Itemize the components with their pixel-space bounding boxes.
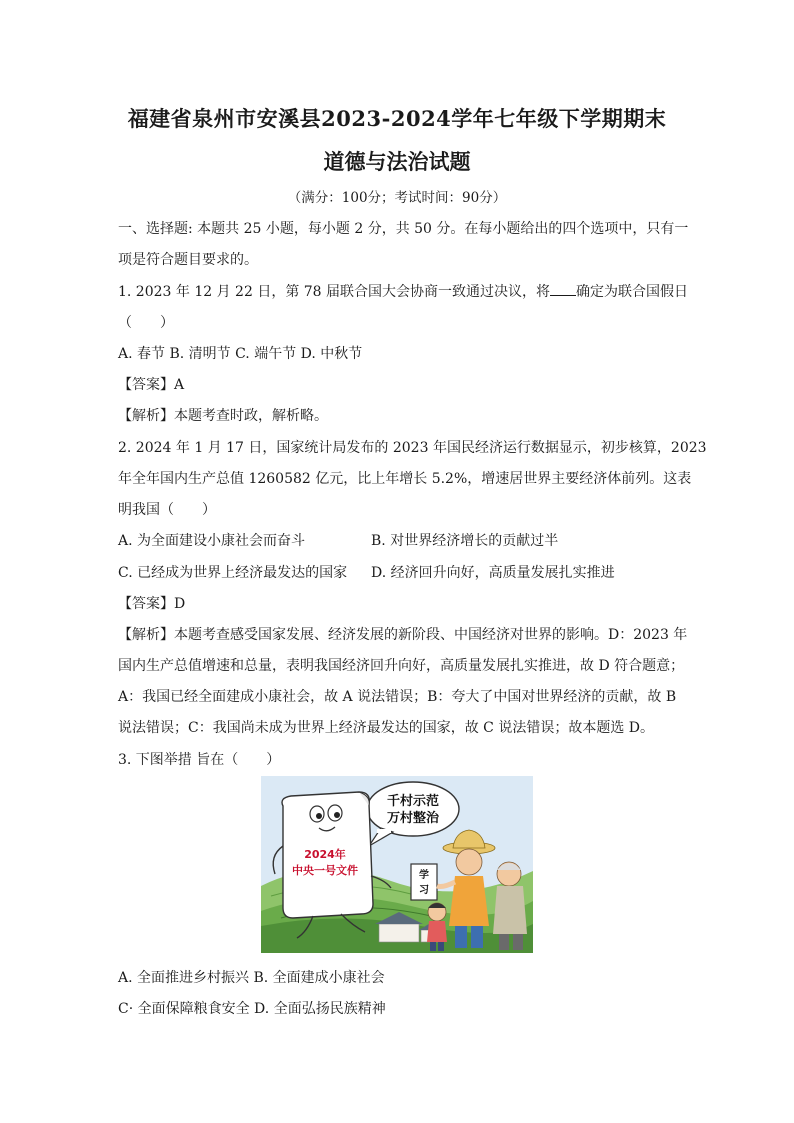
section-intro-line1: 一、选择题: 本题共 25 小题，每小题 2 分，共 50 分。在每小题给出的四个选项中，只有一 (118, 221, 689, 237)
q2-stem-line1: 2. 2024 年 1 月 17 日，国家统计局发布的 2023 年国民经济运行数据显示，初步核算，2023 (118, 440, 707, 456)
q2-analysis-line1: 【解析】本题考查感受国家发展、经济发展的新阶段、中国经济对世界的影响。D：2023 年 (118, 627, 688, 643)
q1-stem-after: 确定为联合国假日 (576, 284, 689, 300)
document-title-text: 中央一号文件 (292, 864, 358, 877)
q3-options-line2: C· 全面保障粮食安全 D. 全面弘扬民族精神 (118, 1001, 386, 1017)
q1-paren: （ ） (118, 315, 174, 331)
q3-options-line1: A. 全面推进乡村振兴 B. 全面建成小康社会 (118, 970, 385, 986)
q3-stem: 3. 下图举措 旨在（ ） (118, 752, 281, 768)
answer-blank (550, 281, 576, 296)
q1-analysis: 【解析】本题考查时政，解析略。 (118, 408, 328, 424)
exam-subject-title: 道德与法治试题 (323, 149, 471, 174)
q2-option-a: A. 为全面建设小康社会而奋斗 (118, 533, 306, 549)
sign-text-line1: 学 (419, 870, 429, 881)
q2-stem-line3: 明我国（ ） (118, 502, 216, 518)
sign-text-line2: 习 (419, 885, 429, 896)
document-year-text: 2024年 (304, 848, 346, 861)
q2-stem-line2: 年全年国内生产总值 1260582 亿元，比上年增长 5.2%，增速居世界主要经济体前列。这表 (118, 471, 692, 487)
q2-analysis-line4: 说法错误；C：我国尚未成为世界上经济最发达的国家，故 C 说法错误；故本题选 D。 (118, 720, 654, 736)
q1-stem-before: 1. 2023 年 12 月 22 日，第 78 届联合国大会协商一致通过决议，将 (118, 284, 551, 300)
q2-option-b: B. 对世界经济增长的贡献过半 (371, 533, 559, 549)
q2-answer: 【答案】D (118, 596, 186, 612)
exam-title: 福建省泉州市安溪县2023-2024学年七年级下学期期末 (127, 106, 667, 131)
q1-answer: 【答案】A (118, 377, 185, 393)
q1-options: A. 春节 B. 清明节 C. 端午节 D. 中秋节 (118, 346, 363, 362)
q2-analysis-line2: 国内生产总值增速和总量，表明我国经济回升向好，高质量发展扎实推进，故 D 符合题意； (118, 658, 685, 674)
q2-analysis-line3: A：我国已经全面建成小康社会，故 A 说法错误；B：夸大了中国对世界经济的贡献，故 B (118, 689, 677, 705)
q1-stem (118, 281, 688, 301)
q2-option-c: C. 已经成为世界上经济最发达的国家 (118, 565, 348, 581)
bubble-text-line2: 万村整治 (386, 811, 440, 826)
section-intro-line2: 项是符合题目要求的。 (118, 252, 258, 268)
rural-revitalization-cartoon (261, 776, 533, 953)
q2-option-d: D. 经济回升向好，高质量发展扎实推进 (371, 565, 615, 581)
bubble-text-line1: 千村示范 (386, 794, 440, 809)
exam-score-time: （满分：100分；考试时间：90分） (287, 190, 507, 206)
